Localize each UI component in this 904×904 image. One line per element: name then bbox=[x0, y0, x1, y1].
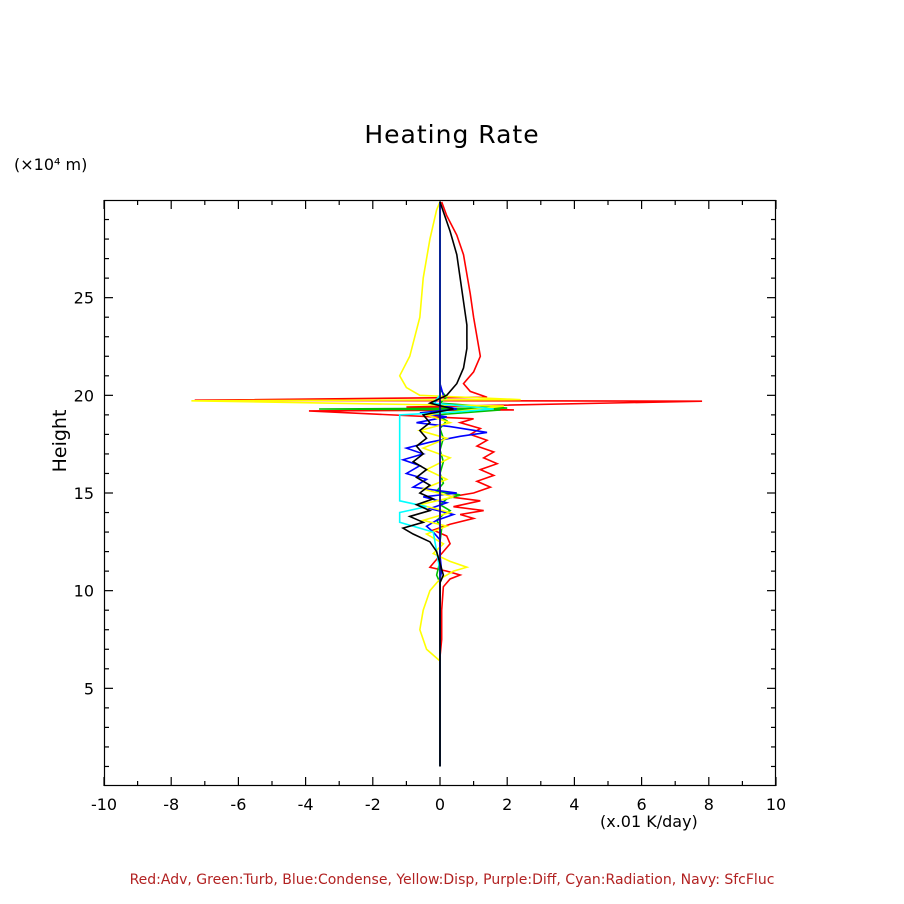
legend-caption: Red:Adv, Green:Turb, Blue:Condense, Yellow:Disp, Purple:Diff, Cyan:Radiation, Navy: SfcFluc bbox=[129, 872, 775, 888]
y-tick-label: 20 bbox=[73, 386, 94, 406]
series-line-disp bbox=[191, 202, 520, 767]
heating-rate-plot bbox=[73, 200, 787, 814]
chart-title: Heating Rate bbox=[364, 120, 540, 149]
series-line-condense bbox=[403, 202, 487, 767]
y-axis-label: Height bbox=[49, 409, 71, 473]
y-axis-unit-note bbox=[14, 155, 87, 174]
x-tick-label: -8 bbox=[163, 795, 180, 814]
series-line-turb bbox=[319, 202, 507, 767]
series-line-adv bbox=[195, 202, 702, 767]
series-lines bbox=[191, 202, 702, 767]
x-tick-label: 2 bbox=[502, 795, 513, 814]
x-tick-label: 0 bbox=[434, 795, 446, 814]
x-tick-label: -6 bbox=[230, 795, 247, 814]
y-tick-label: 5 bbox=[83, 679, 94, 699]
x-axis-label: (x.01 K/day) bbox=[600, 812, 698, 831]
y-tick-label: 10 bbox=[73, 581, 94, 601]
y-tick-label: 15 bbox=[73, 484, 94, 503]
x-tick-label: 8 bbox=[703, 795, 714, 814]
y-axis-unit-text: (×10⁴ m) bbox=[14, 155, 88, 174]
y-tick-label: 25 bbox=[73, 288, 94, 308]
x-tick-label: 4 bbox=[569, 795, 580, 814]
x-tick-label: -2 bbox=[364, 795, 381, 814]
series-line-radiation bbox=[400, 202, 494, 767]
x-tick-label: -10 bbox=[90, 795, 118, 814]
x-tick-label: -4 bbox=[297, 795, 314, 814]
x-tick-label: 10 bbox=[765, 795, 787, 814]
x-tick-label: 6 bbox=[636, 795, 647, 814]
plot-area bbox=[73, 200, 787, 814]
